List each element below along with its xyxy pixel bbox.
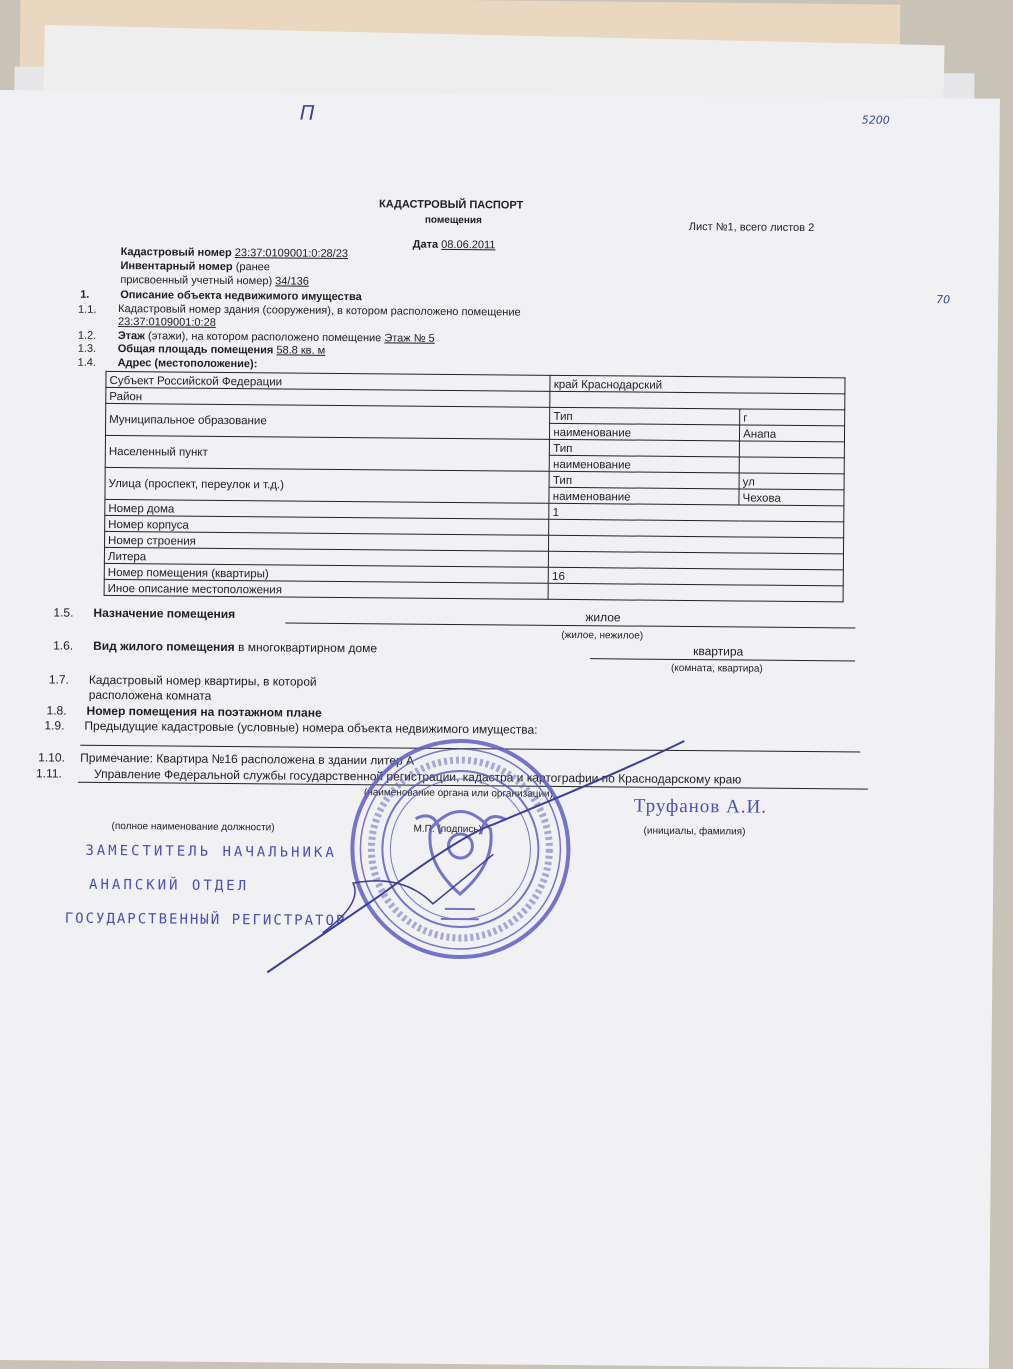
table-cell: наименование	[550, 423, 740, 441]
purpose-label: Назначение помещения	[93, 605, 236, 622]
apartment-cadastral-label: Кадастровый номер квартиры, в которой	[88, 672, 317, 689]
item-number: 1.5.	[53, 605, 74, 620]
table-cell: Номер строения	[105, 531, 549, 551]
item-number: 1.9.	[44, 718, 65, 733]
table-cell: Населенный пункт	[105, 435, 550, 471]
previous-numbers-label: Предыдущие кадастровые (условные) номера объекта недвижимого имущества:	[84, 718, 538, 737]
cadastral-number: Кадастровый номер 23:37:0109001:0:28/23	[120, 246, 349, 261]
handwritten-corner-number: 5200	[861, 113, 890, 127]
item-number: 1.4.	[77, 356, 97, 369]
document-date: Дата 08.06.2011	[412, 238, 496, 252]
table-cell: наименование	[550, 455, 740, 473]
fill-line	[590, 658, 855, 661]
purpose-hint: (жилое, нежилое)	[561, 629, 644, 642]
floor-plan-number-label: Номер помещения на поэтажном плане	[86, 703, 322, 720]
table-cell: 16	[549, 567, 844, 586]
item-number: 1.2.	[77, 329, 97, 342]
item-number: 1.6.	[53, 638, 74, 653]
building-cadastral-label: Кадастровый номер здания (сооружения), в котором расположено помещение	[118, 303, 521, 319]
floor-row: Этаж (этажи), на котором расположено помещение Этаж № 5	[117, 330, 435, 345]
document-title: КАДАСТРОВЫЙ ПАСПОРТ	[378, 198, 524, 212]
item-number: 1.3.	[77, 342, 97, 355]
inventory-number: Инвентарный номер (ранее	[120, 260, 270, 274]
name-hint: (инициалы, фамилия)	[643, 825, 746, 838]
table-cell: Тип	[550, 439, 740, 457]
living-type-label: Вид жилого помещения в многоквартирном доме	[93, 638, 378, 656]
inventory-number-value: присвоенный учетный номер) 34/136	[120, 274, 309, 288]
address-label: Адрес (местоположение):	[117, 357, 258, 371]
seal-signature-hint: М.П. (подпись)	[413, 823, 482, 836]
item-number: 1.8.	[46, 703, 67, 718]
table-cell: 1	[549, 503, 844, 522]
table-cell: Анапа	[740, 425, 845, 442]
table-cell	[548, 583, 843, 602]
table-cell: край Краснодарский	[550, 375, 845, 394]
table-cell: Тип	[549, 471, 739, 489]
fill-line	[285, 623, 855, 629]
handwritten-mark: П	[299, 100, 315, 125]
signature-scribble	[262, 732, 694, 986]
table-cell	[739, 441, 844, 458]
living-type-hint: (комната, квартира)	[670, 662, 763, 675]
apartment-cadastral-label: расположена комната	[88, 687, 212, 703]
table-cell	[739, 457, 844, 474]
section-title: Описание объекта недвижимого имущества	[120, 289, 362, 304]
document-subtitle: помещения	[424, 214, 482, 227]
item-number: 1.10.	[38, 750, 65, 765]
table-cell: Муниципальное образование	[105, 403, 550, 439]
authority-hint: (наименование органа или организации)	[363, 787, 554, 800]
authority-name: Управление Федеральной службы государственной регистрации, кадастра и картографии по Краснодарскому краю	[93, 766, 742, 787]
item-number: 1.7.	[48, 672, 69, 687]
living-type-value: квартира	[693, 644, 744, 659]
table-cell: Литера	[104, 547, 548, 567]
item-number: 1.11.	[35, 766, 62, 781]
table-cell: ул	[739, 473, 844, 490]
signatory-name-stamp: Труфанов А.И.	[633, 795, 768, 818]
table-cell: г	[740, 409, 845, 426]
table-cell: Номер помещения (квартиры)	[104, 563, 548, 583]
building-cadastral-value: 23:37:0109001:0:28	[117, 316, 216, 329]
handwritten-side-mark: 70	[936, 293, 951, 307]
table-cell: Улица (проспект, переулок и т.д.)	[105, 467, 550, 503]
table-cell: Номер дома	[105, 499, 549, 519]
total-area-row: Общая площадь помещения 58.8 кв. м	[117, 343, 326, 357]
purpose-value: жилое	[585, 610, 621, 625]
position-stamp-line: АНАПСКИЙ ОТДЕЛ	[88, 876, 250, 895]
position-stamp-line: ГОСУДАРСТВЕННЫЙ РЕГИСТРАТОР	[64, 910, 347, 930]
table-cell: Субъект Российской Федерации	[106, 371, 550, 391]
table-cell: Номер корпуса	[105, 515, 549, 535]
note-text: Примечание: Квартира №16 расположена в здании литер А	[80, 750, 415, 768]
table-cell: Чехова	[739, 489, 844, 506]
cadastral-passport-page	[0, 90, 1000, 1369]
table-cell: Район	[106, 387, 550, 407]
table-cell: наименование	[549, 487, 739, 505]
position-stamp-line: ЗАМЕСТИТЕЛЬ НАЧАЛЬНИКА	[85, 842, 337, 861]
sheet-number: Лист №1, всего листов 2	[688, 221, 815, 235]
section-number: 1.	[80, 288, 90, 301]
position-hint: (полное наименование должности)	[111, 821, 275, 834]
item-number: 1.1.	[78, 303, 97, 316]
table-cell: Иное описание местоположения	[104, 579, 548, 599]
address-table	[104, 371, 846, 602]
table-cell: Тип	[550, 407, 740, 425]
